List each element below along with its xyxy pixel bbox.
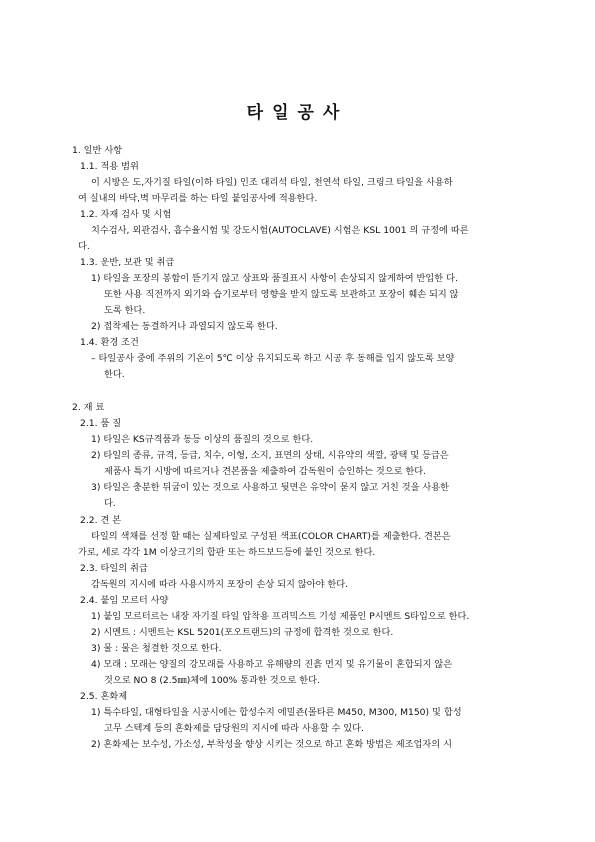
- list-item: 2) 접착제는 동결하거나 과열되지 않도록 한다.: [91, 321, 278, 332]
- list-item-continuation: 다.: [104, 498, 116, 509]
- list-item: 3) 물 : 물은 청결한 것으로 한다.: [91, 643, 222, 654]
- list-item-continuation: 또한 사용 직전까지 외기와 습기로부터 영향을 받지 않도록 보관하고 포장이 훼손 되지 않: [104, 289, 459, 300]
- list-item-continuation: 제품사 특기 시방에 따르거나 견본품을 제출하여 감독원이 승인하는 것으로 한다.: [104, 466, 427, 477]
- subsection-heading: 2.4. 붙임 모르터 사양: [80, 595, 169, 606]
- section-heading: 1. 일반 사항: [72, 145, 123, 156]
- list-item-continuation: 한다.: [104, 369, 125, 380]
- list-item-continuation: 고무 스텍계 등의 혼화제를 담당원의 지시에 따라 사용할 수 있다.: [104, 723, 364, 734]
- list-item: 1) 붙임 모르터르는 내장 자기질 타일 압착용 프리믹스트 기성 제품인 P시멘트 S타입으로 한다.: [91, 611, 470, 622]
- paragraph-line: 이 시방은 도,자기질 타일(이하 타일) 인조 대리석 타일, 천연석 타일, 크링크 타일을 사용하: [91, 177, 453, 188]
- list-item-continuation: 도록 한다.: [104, 305, 146, 316]
- subsection-heading: 1.1. 적용 범위: [80, 161, 139, 172]
- subsection-heading: 2.1. 품 질: [80, 418, 122, 429]
- paragraph-line: 다.: [78, 241, 90, 252]
- list-item: 1) 타일은 KS규격품과 동등 이상의 품질의 것으로 한다.: [91, 434, 314, 445]
- list-item: 1) 특수타일, 대형타일을 시공시에는 합성수지 에밀죤(몰타른 M450, M300, M150) 및 합성: [91, 707, 462, 718]
- list-item: 3) 타일은 충분한 뒤굽이 있는 것으로 사용하고 뒷면은 유약이 묻지 않고 거친 것을 사용한: [91, 482, 450, 493]
- subsection-heading: 2.3. 타일의 취급: [80, 563, 148, 574]
- subsection-heading: 2.5. 혼화제: [80, 691, 128, 702]
- paragraph-line: 타일의 색채를 선정 할 때는 실제타일로 구성된 색표(COLOR CHART)를 제출한다. 견본은: [91, 531, 451, 542]
- section-heading: 2. 재 료: [72, 402, 105, 413]
- subsection-heading: 2.2. 견 본: [80, 515, 122, 526]
- subsection-heading: 1.4. 환경 조건: [80, 337, 139, 348]
- paragraph-line: 여 실내의 바닥,벽 마무리를 하는 타일 붙임공사에 적용한다.: [78, 193, 318, 204]
- subsection-heading: 1.3. 운반, 보관 및 취급: [80, 257, 175, 268]
- list-item-continuation: 것으로 NO 8 (2.5㎜)체에 100% 통과한 것으로 한다.: [104, 675, 320, 686]
- subsection-heading: 1.2. 자재 검사 및 시험: [80, 209, 172, 220]
- paragraph-line: 감독원의 지시에 따라 사용시까지 포장이 손상 되지 않아야 한다.: [91, 579, 349, 590]
- list-item: 2) 혼화제는 보수성, 가소성, 부착성을 향상 시키는 것으로 하고 혼화 방법은 제조업자의 시: [91, 739, 452, 750]
- document-title: 타일공사: [246, 103, 349, 123]
- list-item: – 타일공사 중에 주위의 기온이 5℃ 이상 유지되도록 하고 시공 후 동해를 입지 않도록 보양: [91, 353, 455, 364]
- paragraph-line: 가로, 세로 각각 1M 이상크기의 합판 또는 하드보드등에 붙인 것으로 한다.: [78, 547, 376, 558]
- paragraph-line: 치수검사, 외관검사, 흡수율시험 및 강도시험(AUTOCLAVE) 시험은 KSL 1001 의 규정에 따른: [91, 225, 469, 236]
- list-item: 2) 시멘트 : 시멘트는 KSL 5201(포오트랜드)의 규정에 합격한 것으로 한다.: [91, 627, 394, 638]
- list-item: 4) 모래 : 모래는 양질의 강모래를 사용하고 유해량의 진흙 먼지 및 유기물이 혼합되지 않은: [91, 659, 453, 670]
- list-item: 2) 타일의 종류, 규격, 등급, 치수, 이형, 소지, 표면의 상태, 시유약의 색깔, 광택 및 등급은: [91, 450, 449, 461]
- list-item: 1) 타일을 포장의 봉함이 뜯기지 않고 상표와 품질표시 사항이 손상되지 않게하여 반입한 다.: [91, 273, 458, 284]
